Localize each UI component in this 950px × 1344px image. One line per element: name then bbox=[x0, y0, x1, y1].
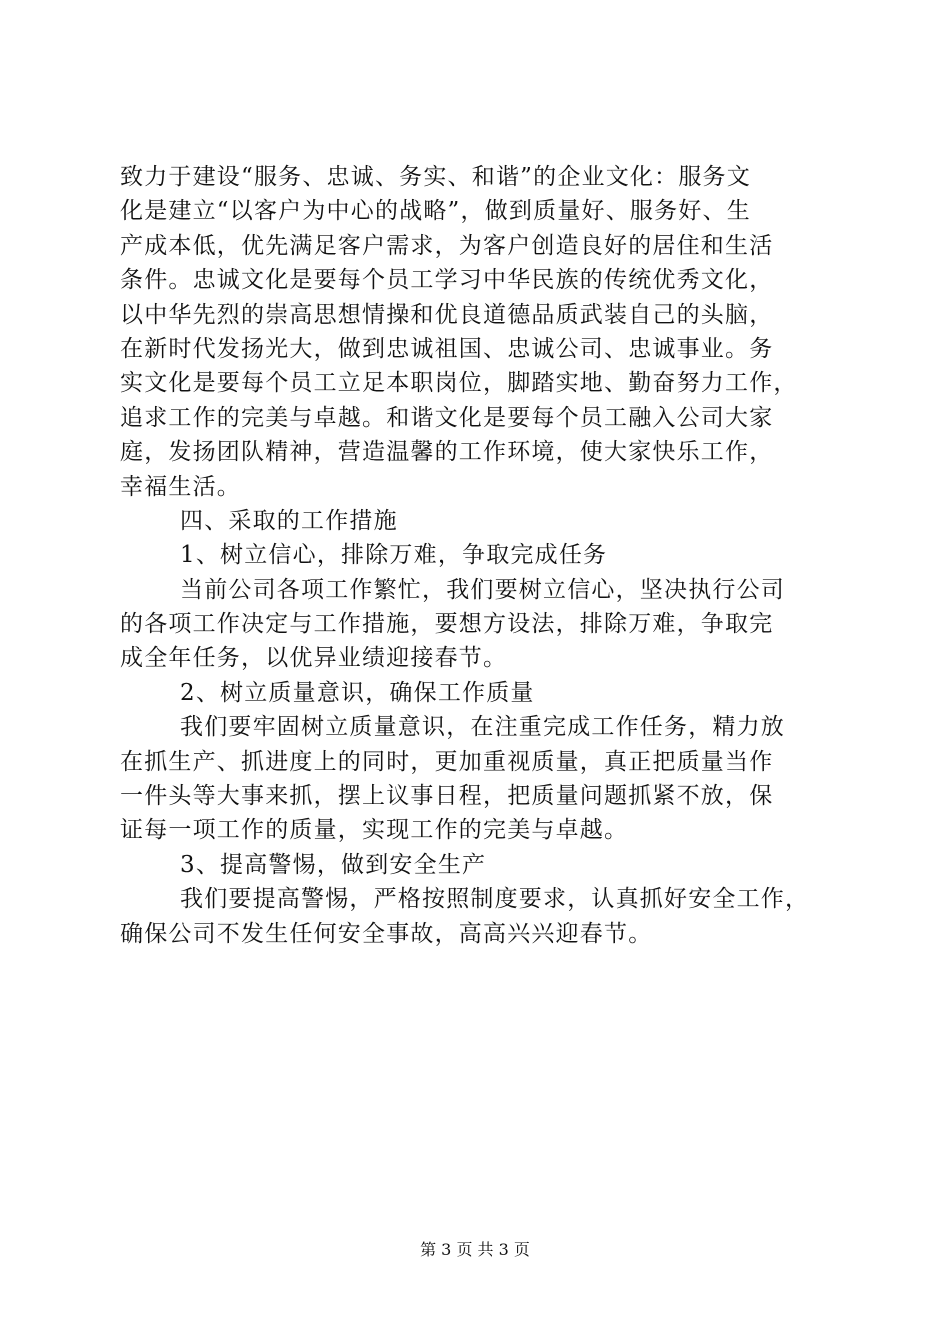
text-line: 当前公司各项工作繁忙，我们要树立信心，坚决执行公司 bbox=[180, 576, 785, 603]
text-line: 我们要牢固树立质量意识，在注重完成工作任务，精力放 bbox=[180, 714, 785, 741]
text-line: 四、采取的工作措施 bbox=[180, 507, 398, 534]
text-line: 一件头等大事来抓，摆上议事日程，把质量问题抓紧不放，保 bbox=[120, 783, 774, 810]
text-line: 条件。忠诚文化是要每个员工学习中华民族的传统优秀文化， bbox=[120, 267, 774, 294]
text-line: 证每一项工作的质量，实现工作的完美与卓越。 bbox=[120, 817, 629, 844]
text-line: 产成本低，优先满足客户需求，为客户创造良好的居住和生活 bbox=[120, 232, 774, 259]
text-line: 在抓生产、抓进度上的同时，更加重视质量，真正把质量当作 bbox=[120, 748, 774, 775]
text-line: 致力于建设“服务、忠诚、务实、和谐”的企业文化：服务文 bbox=[120, 164, 751, 190]
text-line: 1、树立信心，排除万难，争取完成任务 bbox=[180, 542, 608, 569]
text-line: 的各项工作决定与工作措施，要想方设法，排除万难，争取完 bbox=[120, 611, 774, 638]
text-line: 化是建立“以客户为中心的战略”，做到质量好、服务好、生 bbox=[120, 198, 751, 225]
text-line: 庭，发扬团队精神，营造温馨的工作环境，使大家快乐工作， bbox=[120, 439, 774, 466]
text-line: 实文化是要每个员工立足本职岗位，脚踏实地、勤奋努力工作， bbox=[120, 370, 798, 397]
text-line: 以中华先烈的崇高思想情操和优良道德品质武装自己的头脑， bbox=[120, 301, 774, 328]
text-line: 在新时代发扬光大，做到忠诚祖国、忠诚公司、忠诚事业。务 bbox=[120, 335, 774, 362]
document-body bbox=[120, 160, 840, 951]
text-line: 我们要提高警惕，严格按照制度要求，认真抓好安全工作， bbox=[180, 886, 810, 913]
text-line: 3、提高警惕，做到安全生产 bbox=[180, 851, 487, 878]
text-line: 成全年任务，以优异业绩迎接春节。 bbox=[120, 645, 508, 672]
text-line: 幸福生活。 bbox=[120, 473, 241, 500]
text-line: 追求工作的完美与卓越。和谐文化是要每个员工融入公司大家 bbox=[120, 404, 774, 431]
page-footer: 第 3 页 共 3 页 bbox=[420, 1240, 530, 1259]
text-line: 2、树立质量意识，确保工作质量 bbox=[180, 679, 535, 706]
text-line: 确保公司不发生任何安全事故，高高兴兴迎春节。 bbox=[120, 920, 653, 947]
